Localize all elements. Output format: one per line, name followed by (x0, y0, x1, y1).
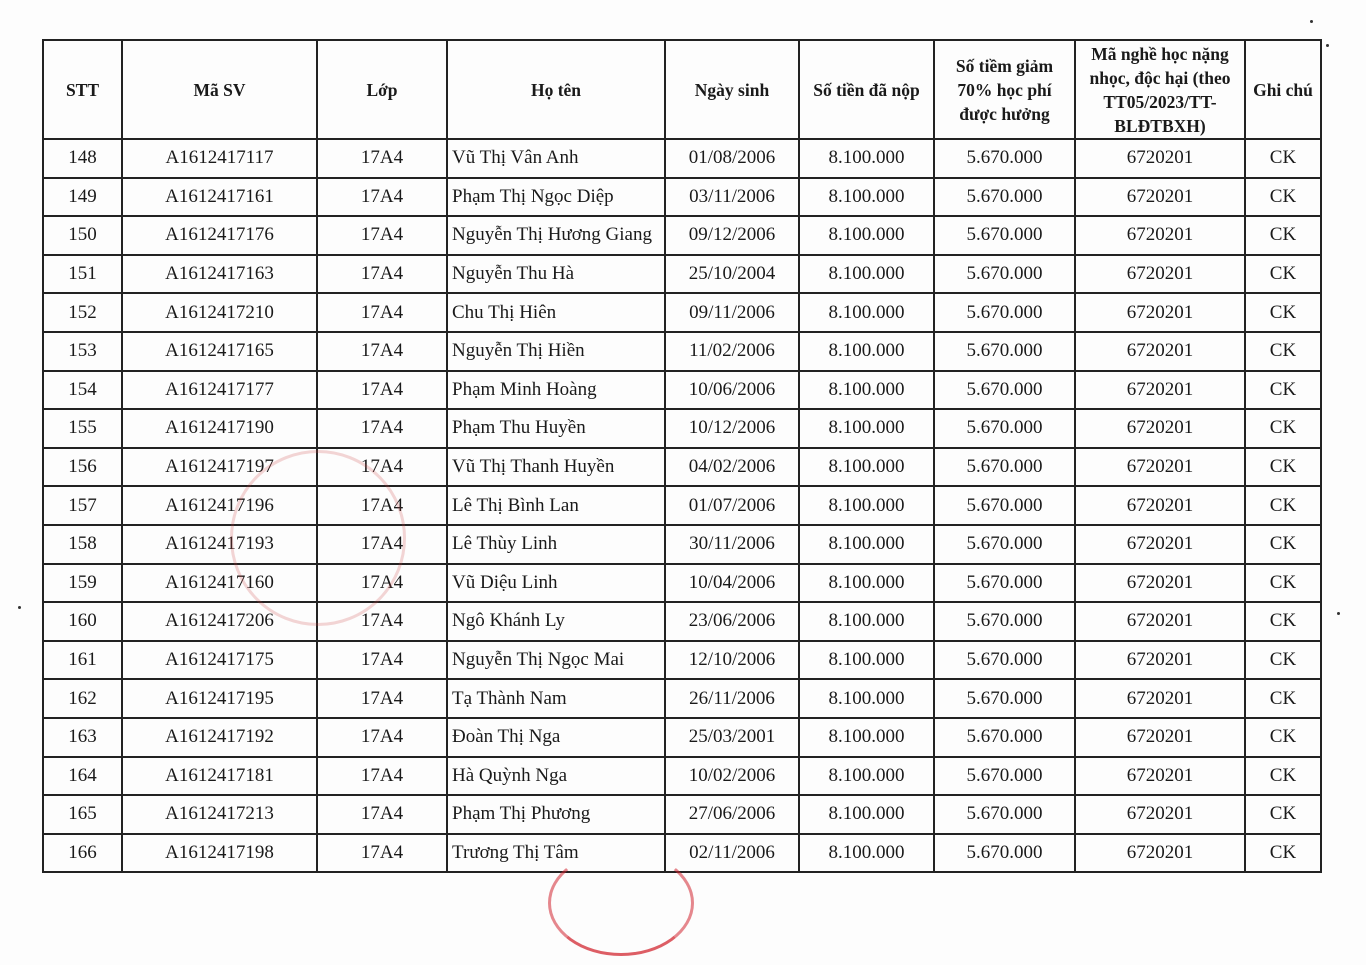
cell-note: CK (1245, 216, 1321, 255)
table-row (43, 255, 1321, 294)
cell-amount-paid: 8.100.000 (799, 332, 934, 371)
cell-stt: 157 (43, 486, 122, 525)
cell-birth-date: 01/07/2006 (665, 486, 799, 525)
cell-amount-paid: 8.100.000 (799, 178, 934, 217)
cell-reduction-amount: 5.670.000 (934, 255, 1075, 294)
table-row (43, 602, 1321, 641)
cell-note: CK (1245, 564, 1321, 603)
cell-student-id: A1612417192 (122, 718, 317, 757)
cell-full-name: Phạm Thị Ngọc Diệp (447, 178, 665, 217)
cell-occupation-code: 6720201 (1075, 409, 1245, 448)
cell-class: 17A4 (317, 178, 447, 217)
cell-class: 17A4 (317, 679, 447, 718)
cell-amount-paid: 8.100.000 (799, 486, 934, 525)
cell-reduction-amount: 5.670.000 (934, 293, 1075, 332)
cell-reduction-amount: 5.670.000 (934, 602, 1075, 641)
table-row (43, 178, 1321, 217)
scan-speck (18, 606, 21, 609)
cell-full-name: Tạ Thành Nam (447, 679, 665, 718)
cell-reduction-amount: 5.670.000 (934, 371, 1075, 410)
cell-student-id: A1612417206 (122, 602, 317, 641)
cell-occupation-code: 6720201 (1075, 216, 1245, 255)
table-row (43, 525, 1321, 564)
cell-full-name: Ngô Khánh Ly (447, 602, 665, 641)
header-row (43, 40, 1321, 139)
cell-birth-date: 10/12/2006 (665, 409, 799, 448)
cell-note: CK (1245, 332, 1321, 371)
cell-full-name: Vũ Thị Vân Anh (447, 139, 665, 178)
cell-amount-paid: 8.100.000 (799, 834, 934, 873)
cell-class: 17A4 (317, 486, 447, 525)
cell-birth-date: 23/06/2006 (665, 602, 799, 641)
cell-class: 17A4 (317, 139, 447, 178)
cell-note: CK (1245, 371, 1321, 410)
cell-reduction-amount: 5.670.000 (934, 409, 1075, 448)
cell-amount-paid: 8.100.000 (799, 602, 934, 641)
cell-amount-paid: 8.100.000 (799, 757, 934, 796)
header-student-id: Mã SV (122, 40, 317, 139)
cell-reduction-amount: 5.670.000 (934, 564, 1075, 603)
cell-class: 17A4 (317, 409, 447, 448)
cell-occupation-code: 6720201 (1075, 602, 1245, 641)
cell-reduction-amount: 5.670.000 (934, 641, 1075, 680)
cell-full-name: Chu Thị Hiên (447, 293, 665, 332)
cell-stt: 155 (43, 409, 122, 448)
cell-note: CK (1245, 679, 1321, 718)
cell-full-name: Lê Thùy Linh (447, 525, 665, 564)
cell-reduction-amount: 5.670.000 (934, 795, 1075, 834)
cell-birth-date: 10/04/2006 (665, 564, 799, 603)
cell-reduction-amount: 5.670.000 (934, 525, 1075, 564)
cell-student-id: A1612417197 (122, 448, 317, 487)
cell-amount-paid: 8.100.000 (799, 718, 934, 757)
cell-full-name: Nguyễn Thị Hiền (447, 332, 665, 371)
scan-speck (1326, 44, 1329, 47)
cell-occupation-code: 6720201 (1075, 486, 1245, 525)
cell-class: 17A4 (317, 564, 447, 603)
cell-stt: 154 (43, 371, 122, 410)
cell-stt: 166 (43, 834, 122, 873)
table-row (43, 679, 1321, 718)
cell-class: 17A4 (317, 795, 447, 834)
cell-stt: 153 (43, 332, 122, 371)
cell-full-name: Hà Quỳnh Nga (447, 757, 665, 796)
cell-full-name: Trương Thị Tâm (447, 834, 665, 873)
header-reduction-amount: Số tiềm giảm 70% học phí được hưởng (934, 40, 1075, 139)
cell-reduction-amount: 5.670.000 (934, 178, 1075, 217)
cell-stt: 160 (43, 602, 122, 641)
cell-full-name: Nguyễn Thu Hà (447, 255, 665, 294)
cell-student-id: A1612417165 (122, 332, 317, 371)
cell-amount-paid: 8.100.000 (799, 409, 934, 448)
cell-occupation-code: 6720201 (1075, 293, 1245, 332)
cell-stt: 163 (43, 718, 122, 757)
cell-stt: 161 (43, 641, 122, 680)
header-stt: STT (43, 40, 122, 139)
cell-student-id: A1612417198 (122, 834, 317, 873)
cell-note: CK (1245, 795, 1321, 834)
cell-reduction-amount: 5.670.000 (934, 679, 1075, 718)
cell-student-id: A1612417160 (122, 564, 317, 603)
cell-stt: 150 (43, 216, 122, 255)
cell-occupation-code: 6720201 (1075, 178, 1245, 217)
cell-student-id: A1612417163 (122, 255, 317, 294)
cell-note: CK (1245, 255, 1321, 294)
scan-speck (1337, 612, 1340, 615)
cell-student-id: A1612417190 (122, 409, 317, 448)
cell-class: 17A4 (317, 525, 447, 564)
cell-note: CK (1245, 409, 1321, 448)
cell-occupation-code: 6720201 (1075, 564, 1245, 603)
cell-occupation-code: 6720201 (1075, 795, 1245, 834)
cell-birth-date: 25/03/2001 (665, 718, 799, 757)
cell-note: CK (1245, 448, 1321, 487)
cell-class: 17A4 (317, 834, 447, 873)
cell-birth-date: 09/11/2006 (665, 293, 799, 332)
cell-student-id: A1612417175 (122, 641, 317, 680)
cell-note: CK (1245, 293, 1321, 332)
cell-amount-paid: 8.100.000 (799, 525, 934, 564)
cell-birth-date: 02/11/2006 (665, 834, 799, 873)
table-body (43, 139, 1321, 872)
cell-class: 17A4 (317, 332, 447, 371)
cell-full-name: Phạm Minh Hoàng (447, 371, 665, 410)
cell-stt: 152 (43, 293, 122, 332)
cell-amount-paid: 8.100.000 (799, 255, 934, 294)
cell-occupation-code: 6720201 (1075, 255, 1245, 294)
cell-amount-paid: 8.100.000 (799, 216, 934, 255)
table-row (43, 486, 1321, 525)
table-row (43, 293, 1321, 332)
tuition-reduction-table (42, 39, 1322, 873)
cell-birth-date: 01/08/2006 (665, 139, 799, 178)
cell-stt: 165 (43, 795, 122, 834)
cell-stt: 159 (43, 564, 122, 603)
cell-note: CK (1245, 718, 1321, 757)
cell-birth-date: 26/11/2006 (665, 679, 799, 718)
table-row (43, 409, 1321, 448)
cell-reduction-amount: 5.670.000 (934, 757, 1075, 796)
cell-student-id: A1612417161 (122, 178, 317, 217)
table-row (43, 139, 1321, 178)
cell-student-id: A1612417210 (122, 293, 317, 332)
cell-stt: 149 (43, 178, 122, 217)
cell-student-id: A1612417177 (122, 371, 317, 410)
cell-birth-date: 30/11/2006 (665, 525, 799, 564)
cell-note: CK (1245, 486, 1321, 525)
cell-note: CK (1245, 525, 1321, 564)
cell-full-name: Vũ Diệu Linh (447, 564, 665, 603)
cell-amount-paid: 8.100.000 (799, 448, 934, 487)
cell-student-id: A1612417213 (122, 795, 317, 834)
cell-amount-paid: 8.100.000 (799, 564, 934, 603)
table-row (43, 564, 1321, 603)
header-birth-date: Ngày sinh (665, 40, 799, 139)
cell-class: 17A4 (317, 757, 447, 796)
cell-class: 17A4 (317, 216, 447, 255)
cell-class: 17A4 (317, 255, 447, 294)
cell-occupation-code: 6720201 (1075, 448, 1245, 487)
cell-stt: 164 (43, 757, 122, 796)
cell-class: 17A4 (317, 293, 447, 332)
cell-reduction-amount: 5.670.000 (934, 332, 1075, 371)
cell-note: CK (1245, 757, 1321, 796)
header-occupation-code: Mã nghề học nặng nhọc, độc hại (theo TT05/2023/TT-BLĐTBXH) (1075, 40, 1245, 139)
table-row (43, 757, 1321, 796)
cell-birth-date: 25/10/2004 (665, 255, 799, 294)
cell-occupation-code: 6720201 (1075, 525, 1245, 564)
table-row (43, 641, 1321, 680)
table-row (43, 718, 1321, 757)
header-amount-paid: Số tiền đã nộp (799, 40, 934, 139)
cell-class: 17A4 (317, 371, 447, 410)
cell-reduction-amount: 5.670.000 (934, 139, 1075, 178)
cell-amount-paid: 8.100.000 (799, 139, 934, 178)
cell-note: CK (1245, 139, 1321, 178)
cell-amount-paid: 8.100.000 (799, 679, 934, 718)
table-row (43, 448, 1321, 487)
cell-student-id: A1612417193 (122, 525, 317, 564)
cell-full-name: Vũ Thị Thanh Huyền (447, 448, 665, 487)
cell-class: 17A4 (317, 641, 447, 680)
table-row (43, 795, 1321, 834)
cell-birth-date: 10/02/2006 (665, 757, 799, 796)
cell-student-id: A1612417117 (122, 139, 317, 178)
cell-stt: 148 (43, 139, 122, 178)
cell-student-id: A1612417176 (122, 216, 317, 255)
cell-amount-paid: 8.100.000 (799, 641, 934, 680)
cell-birth-date: 09/12/2006 (665, 216, 799, 255)
header-full-name: Họ tên (447, 40, 665, 139)
cell-birth-date: 11/02/2006 (665, 332, 799, 371)
cell-occupation-code: 6720201 (1075, 679, 1245, 718)
cell-birth-date: 03/11/2006 (665, 178, 799, 217)
cell-birth-date: 04/02/2006 (665, 448, 799, 487)
cell-note: CK (1245, 602, 1321, 641)
header-note: Ghi chú (1245, 40, 1321, 139)
cell-class: 17A4 (317, 448, 447, 487)
cell-amount-paid: 8.100.000 (799, 371, 934, 410)
cell-birth-date: 27/06/2006 (665, 795, 799, 834)
cell-birth-date: 10/06/2006 (665, 371, 799, 410)
cell-amount-paid: 8.100.000 (799, 795, 934, 834)
cell-occupation-code: 6720201 (1075, 332, 1245, 371)
cell-full-name: Phạm Thu Huyền (447, 409, 665, 448)
cell-full-name: Nguyễn Thị Ngọc Mai (447, 641, 665, 680)
cell-stt: 158 (43, 525, 122, 564)
cell-student-id: A1612417181 (122, 757, 317, 796)
cell-reduction-amount: 5.670.000 (934, 216, 1075, 255)
cell-note: CK (1245, 641, 1321, 680)
table-row (43, 332, 1321, 371)
header-class: Lớp (317, 40, 447, 139)
cell-reduction-amount: 5.670.000 (934, 486, 1075, 525)
cell-stt: 156 (43, 448, 122, 487)
cell-student-id: A1612417195 (122, 679, 317, 718)
cell-note: CK (1245, 834, 1321, 873)
cell-note: CK (1245, 178, 1321, 217)
scan-speck (1310, 20, 1313, 23)
cell-reduction-amount: 5.670.000 (934, 834, 1075, 873)
cell-class: 17A4 (317, 718, 447, 757)
cell-occupation-code: 6720201 (1075, 139, 1245, 178)
cell-full-name: Đoàn Thị Nga (447, 718, 665, 757)
table-row (43, 216, 1321, 255)
cell-class: 17A4 (317, 602, 447, 641)
table-row (43, 834, 1321, 873)
cell-reduction-amount: 5.670.000 (934, 718, 1075, 757)
cell-amount-paid: 8.100.000 (799, 293, 934, 332)
cell-occupation-code: 6720201 (1075, 718, 1245, 757)
table-row (43, 371, 1321, 410)
cell-full-name: Phạm Thị Phương (447, 795, 665, 834)
cell-stt: 162 (43, 679, 122, 718)
cell-full-name: Nguyễn Thị Hương Giang (447, 216, 665, 255)
cell-occupation-code: 6720201 (1075, 371, 1245, 410)
cell-occupation-code: 6720201 (1075, 834, 1245, 873)
cell-occupation-code: 6720201 (1075, 757, 1245, 796)
cell-occupation-code: 6720201 (1075, 641, 1245, 680)
cell-birth-date: 12/10/2006 (665, 641, 799, 680)
cell-reduction-amount: 5.670.000 (934, 448, 1075, 487)
cell-full-name: Lê Thị Bình Lan (447, 486, 665, 525)
cell-student-id: A1612417196 (122, 486, 317, 525)
cell-stt: 151 (43, 255, 122, 294)
